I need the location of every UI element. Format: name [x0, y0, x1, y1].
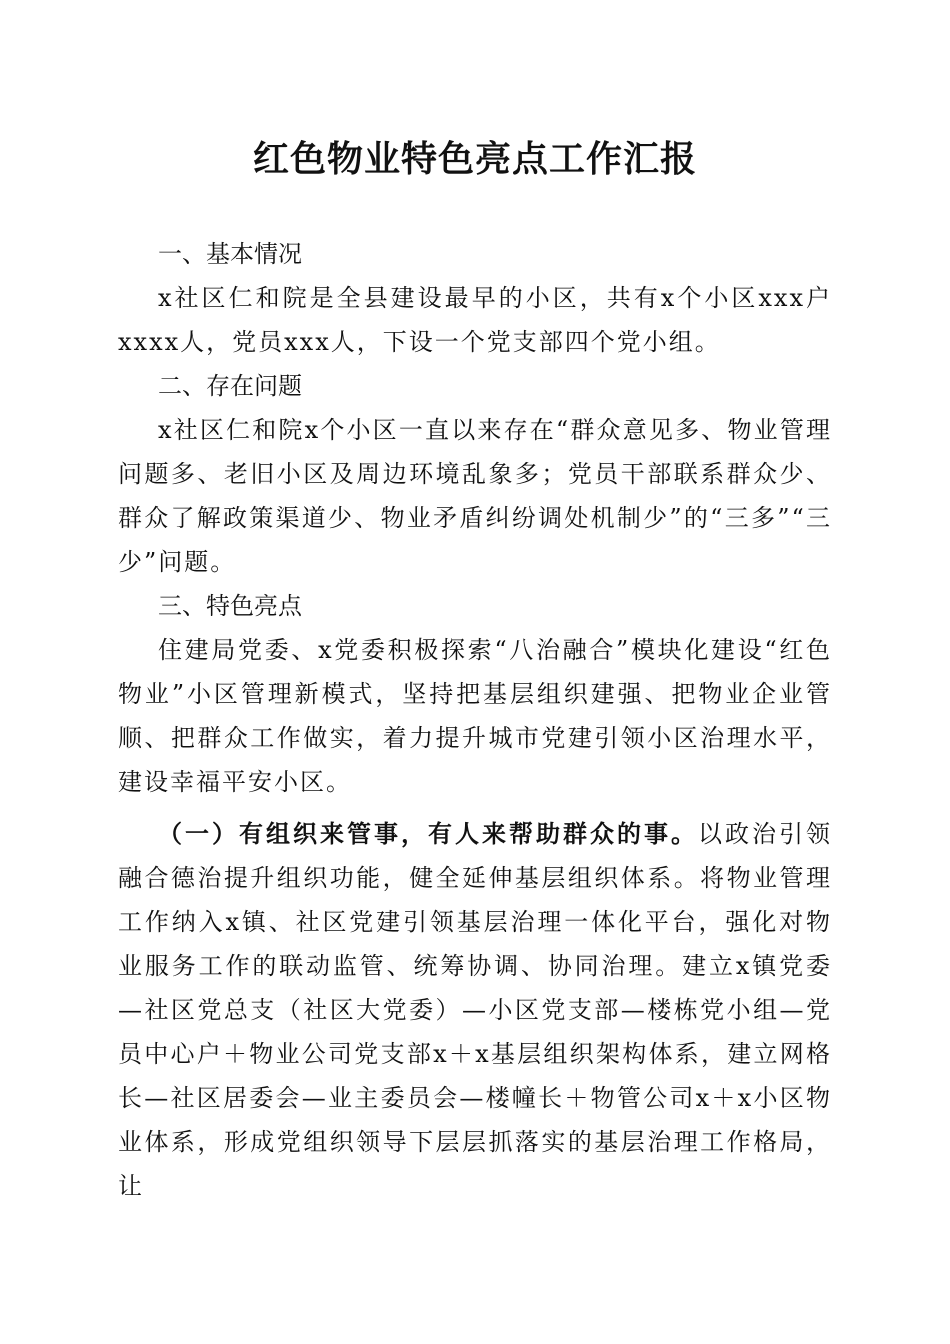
section-heading-highlights: 三、特色亮点	[158, 592, 302, 620]
section-heading-basic-info: 一、基本情况	[158, 240, 302, 268]
paragraph-highlights-intro: 住建局党委、x党委积极探索“八治融合”模块化建设“红色物业”小区管理新模式，坚持把基层组织建强、把物业企业管顺、把群众工作做实，着力提升城市党建引领小区治理水平，建设幸福平安小区。	[118, 636, 832, 796]
paragraph-subsection-1	[118, 812, 832, 1208]
paragraph-problems: x社区仁和院x个小区一直以来存在“群众意见多、物业管理问题多、老旧小区及周边环境乱象多；党员干部联系群众少、群众了解政策渠道少、物业矛盾纠纷调处机制少”的“三多”“三少”问题。	[118, 416, 832, 576]
paragraph-basic-info: x社区仁和院是全县建设最早的小区，共有x个小区xxx户xxxx人，党员xxx人，下设一个党支部四个党小组。	[118, 284, 832, 356]
document-body	[118, 232, 832, 1208]
subsection-1-lead: （一）有组织来管事，有人来帮助群众的事。	[158, 819, 698, 848]
document-title: 红色物业特色亮点工作汇报	[252, 138, 697, 180]
section-heading-problems: 二、存在问题	[158, 372, 302, 400]
subsection-1-text: 以政治引领融合德治提升组织功能，健全延伸基层组织体系。将物业管理工作纳入x镇、社区党建引领基层治理一体化平台，强化对物业服务工作的联动监管、统筹协调、协同治理。建立x镇党委—社区党总支（社区大党委）—小区党支部—楼栋党小组—党员中心户＋物业公司党支部x＋x基层组织架构体系，建立网格长—社区居委会—业主委员会—楼幢长＋物管公司x＋x小区物业体系，形成党组织领导下层层抓落实的基层治理工作格局，让	[118, 820, 832, 1200]
